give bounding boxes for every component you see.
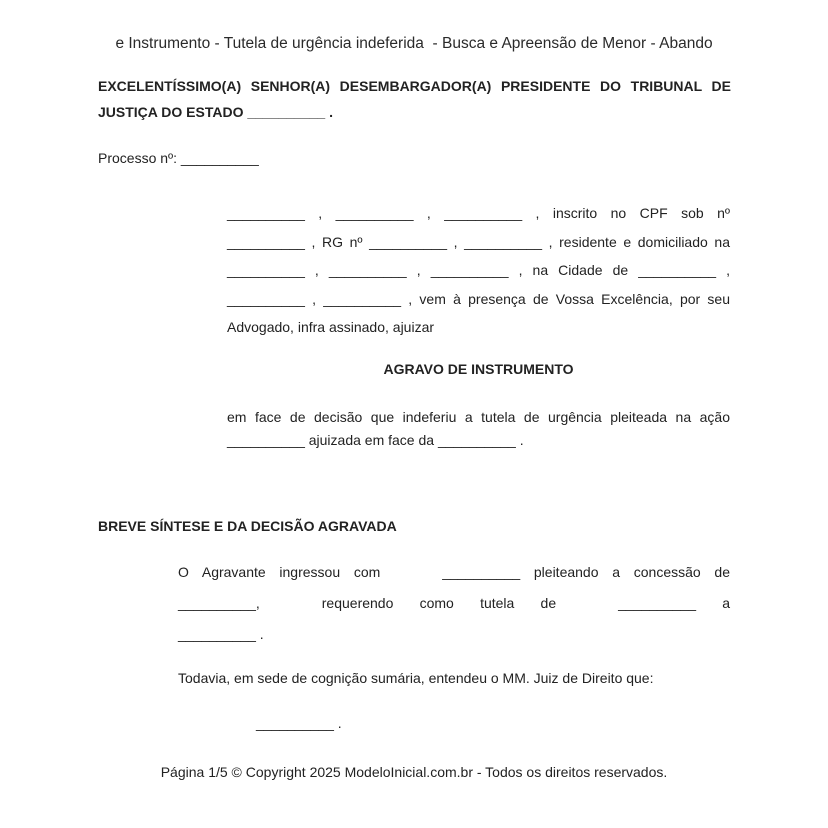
blank-gap [556,607,618,608]
paragraph-line: __________ , __________ , __________ , na Cidade de __________ , [227,262,730,279]
decision-quote-blank: __________ . [256,715,342,731]
paragraph-line: JUSTIÇA DO ESTADO __________ . [98,104,333,120]
paragraph-line: __________ , __________ , vem à presença de Vossa Excelência, por seu [227,290,730,307]
paragraph-line: __________ , RG nº __________ , __________ , residente e domiciliado na [227,233,730,250]
blank-gap [380,576,442,577]
addressing-heading [98,73,731,125]
process-number-line: Processo nº: __________ [98,150,259,166]
party-qualification-paragraph [227,199,730,342]
paragraph-line: __________, requerendo como tutela de __________ a [178,595,730,611]
todavia-paragraph: Todavia, em sede de cognição sumária, entendeu o MM. Juiz de Direito que: [178,670,654,686]
page-footer: Página 1/5 © Copyright 2025 ModeloInicial.com.br - Todos os direitos reservados. [160,764,668,780]
paragraph-line: __________ ajuizada em face da __________ . [227,431,524,448]
paragraph-line: Advogado, infra assinado, ajuizar [227,319,435,336]
paragraph-line: em face de decisão que indeferiu a tutela de urgência pleiteada na ação [227,409,730,425]
paragraph-line: __________ , __________ , __________ , inscrito no CPF sob nº [227,205,730,221]
summary-paragraph [178,557,730,650]
paragraph-line: O Agravante ingressou com __________ pleiteando a concessão de [178,564,730,580]
paragraph-line: EXCELENTÍSSIMO(A) SENHOR(A) DESEMBARGADOR(A) PRESIDENTE DO TRIBUNAL DE [98,78,731,94]
paragraph-line: __________ . [178,626,264,642]
blank-gap [260,607,322,608]
piece-title: AGRAVO DE INSTRUMENTO [383,361,574,377]
document-title-bar: e Instrumento - Tutela de urgência indeferida - Busca e Apreensão de Menor - Abando [115,35,713,52]
section-heading: BREVE SÍNTESE E DA DECISÃO AGRAVADA [98,518,397,534]
opening-paragraph [227,406,730,451]
